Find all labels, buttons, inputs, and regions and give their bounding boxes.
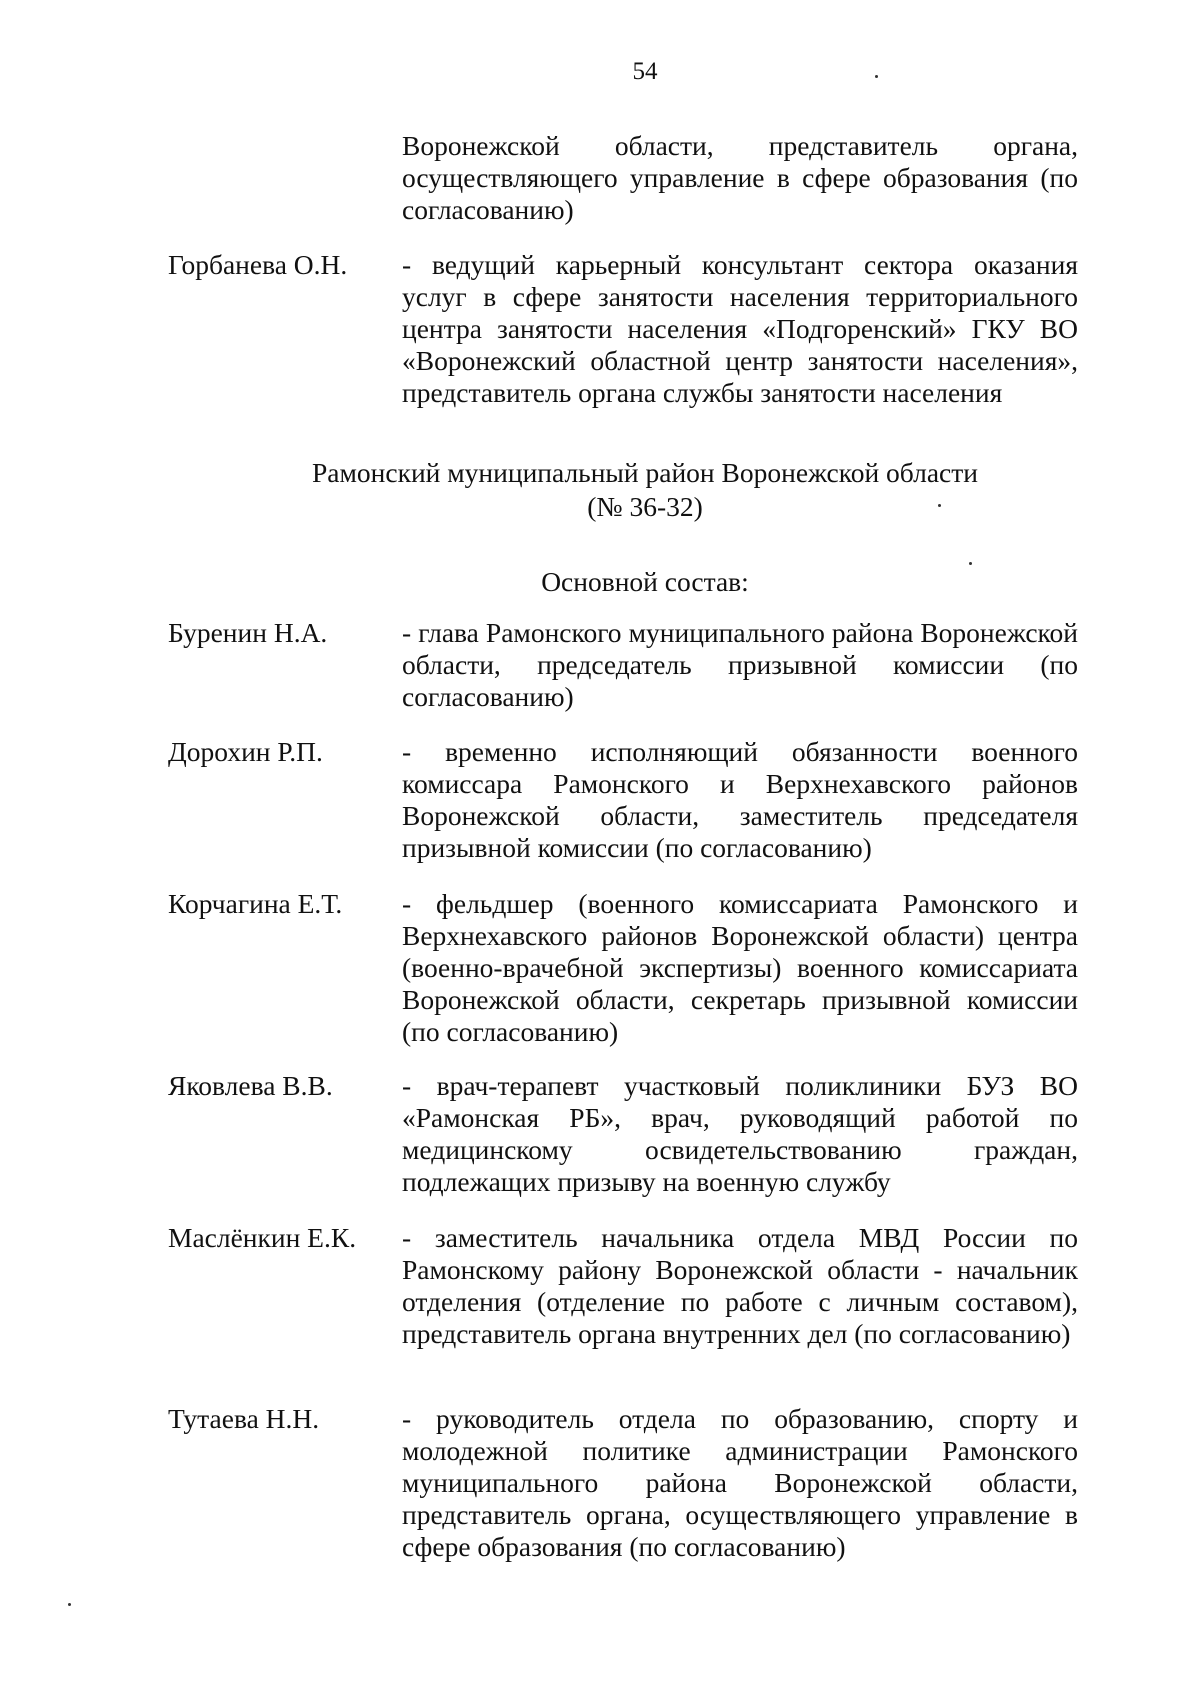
member-name: Яковлева В.В.: [168, 1070, 333, 1101]
member-name: Маслёнкин Е.К.: [168, 1222, 357, 1253]
member-description: - глава Рамонского муниципального района Воронежской области, председатель призывной комиссии (по согласованию): [402, 617, 1078, 712]
member-name: Корчагина Е.Т.: [168, 888, 343, 919]
page-number: 54: [632, 58, 658, 85]
member-description: - врач-терапевт участковый поликлиники БУЗ ВО «Рамонская РБ», врач, руководящий работой по медицинскому освидетельствованию граждан, подлежащих призыву на военную службу: [402, 1070, 1078, 1197]
member-name: Дорохин Р.П.: [168, 736, 323, 767]
scan-speck: [68, 1603, 71, 1606]
person-name: Горбанева О.Н.: [168, 249, 348, 280]
section-number: (№ 36-32): [587, 491, 703, 522]
member-description: - заместитель начальника отдела МВД России по Рамонскому району Воронежской области - начальник отделения (отделение по работе с личным составом), представитель органа внутренних дел (по согласованию): [402, 1222, 1078, 1349]
member-name: Тутаева Н.Н.: [168, 1403, 320, 1434]
person-description: - ведущий карьерный консультант сектора оказания услуг в сфере занятости населения территориального центра занятости населения «Подгоренский» ГКУ ВО «Воронежский областной центр занятости населения», представитель органа службы занятости населения: [402, 249, 1078, 408]
continuation-text: Воронежской области, представитель органа, осуществляющего управление в сфере образования (по согласованию): [402, 130, 1078, 225]
member-description: - временно исполняющий обязанности военного комиссара Рамонского и Верхнехавского районов Воронежской области, заместитель председателя призывной комиссии (по согласованию): [402, 736, 1078, 863]
member-description: - фельдшер (военного комиссариата Рамонского и Верхнехавского районов Воронежской области) центра (военно-врачебной экспертизы) военного комиссариата Воронежской области, секретарь призывной комиссии (по согласованию): [402, 888, 1078, 1047]
member-description: - руководитель отдела по образованию, спорту и молодежной политике администрации Рамонского муниципального района Воронежской области, представитель органа, осуществляющего управление в сфере образования (по согласованию): [402, 1403, 1078, 1562]
member-name: Буренин Н.А.: [168, 617, 328, 648]
scan-speck: [875, 75, 878, 78]
section-title: Рамонский муниципальный район Воронежской области: [312, 457, 978, 488]
section-subtitle: Основной состав:: [541, 566, 749, 597]
